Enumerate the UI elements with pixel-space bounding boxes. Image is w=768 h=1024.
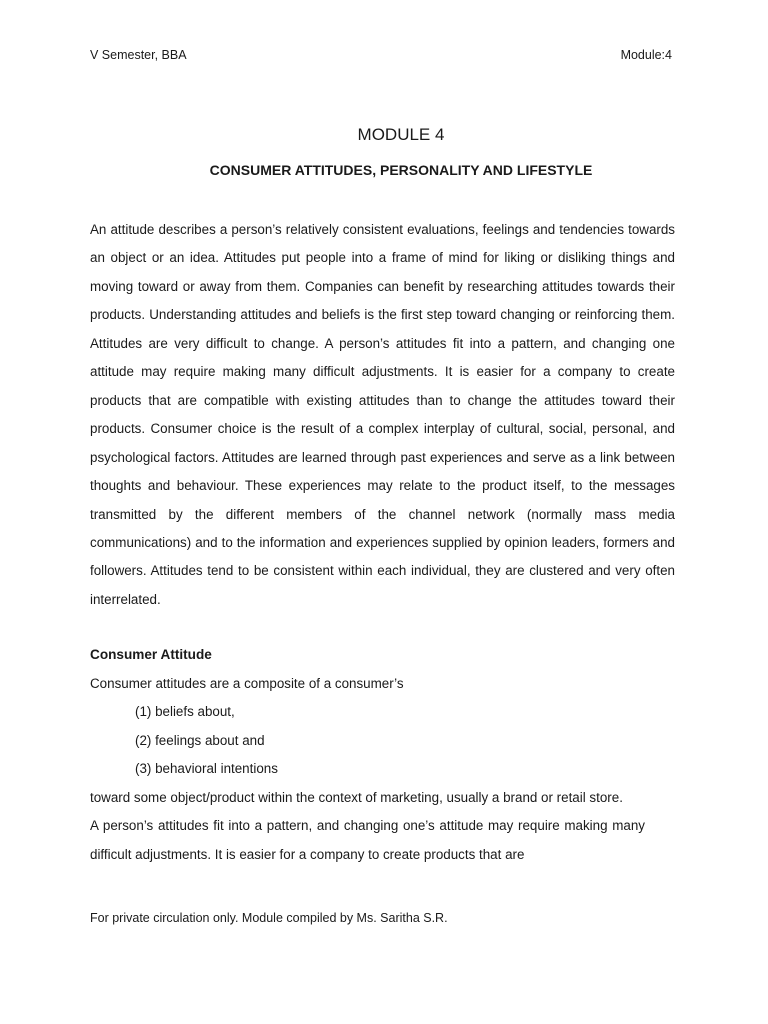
header-course: V Semester, BBA <box>90 48 187 62</box>
list-item: (2) feelings about and <box>135 732 265 748</box>
header-module: Module:4 <box>620 48 672 62</box>
list-item: (3) behavioral intentions <box>135 761 278 777</box>
page-title: MODULE 4 <box>357 125 445 144</box>
footer-note: For private circulation only. Module compiled by Ms. Saritha S.R. <box>90 911 448 925</box>
intro-paragraph: An attitude describes a person’s relatively consistent evaluations, feelings and tendencies towards an object or an idea. Attitudes put people into a frame of mind for liking or disliking things and moving toward or away from them. Companies can benefit by researching attitudes towards their products. Understanding attitudes and beliefs is the first step toward changing or reinforcing them. Attitudes are very difficult to change. A person’s attitudes fit into a pattern, and changing one attitude may require making many difficult adjustments. It is easier for a company to create products that are compatible with existing attitudes than to change the attitudes toward their products. Consumer choice is the result of a complex interplay of cultural, social, personal, and psychological factors. Attitudes are learned through past experiences and serve as a link between thoughts and behaviour. These experiences may relate to the product itself, to the messages transmitted by the different members of the channel network (normally mass media communications) and to the information and experiences supplied by opinion leaders, formers and followers. Attitudes tend to be consistent within each individual, they are clustered and very often interrelated. <box>90 222 675 607</box>
section-heading: Consumer Attitude <box>90 647 212 662</box>
section-body <box>90 670 645 869</box>
section-lead: Consumer attitudes are a composite of a consumer’s <box>90 676 404 691</box>
page-subtitle: CONSUMER ATTITUDES, PERSONALITY AND LIFESTYLE <box>209 162 593 178</box>
section-continuation: toward some object/product within the context of marketing, usually a brand or retail store. <box>90 789 623 805</box>
running-header <box>90 47 672 63</box>
attitude-components-list <box>90 698 645 783</box>
list-item: (1) beliefs about, <box>135 704 235 720</box>
section-last-paragraph: A person’s attitudes fit into a pattern, and changing one’s attitude may require making many difficult adjustments. It is easier for a company to create products that are <box>90 818 645 862</box>
